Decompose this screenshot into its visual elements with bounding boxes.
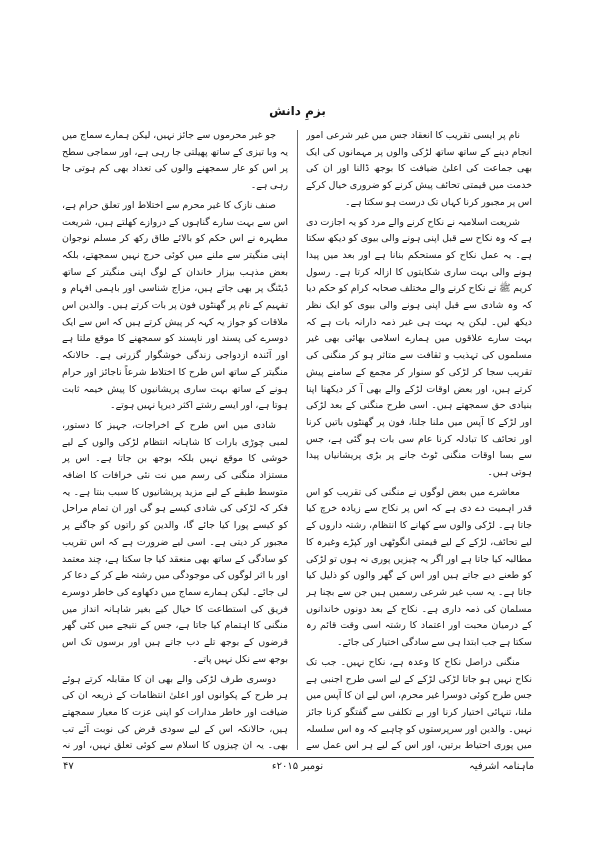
paragraph: دوسری طرف لڑکی والے بھی ان کا مقابلہ کرتے ہوئے ہر طرح کے پکوانوں اور اعلیٰ انتظامات کے ذریعہ ان کی ضیافت اور خاطر مدارات کو اپنی عزت کا معیار سمجھتے ہیں، حالانکہ اس کے لیے سودی قرض کی نوبت آئے تب بھی۔ یہ ان چیزوں کا اسلام سے کوئی تعلق نہیں، اور نہ <box>62 673 288 751</box>
section-title: بزمِ دانش <box>269 104 326 118</box>
text-column-right <box>306 128 532 751</box>
paragraph: معاشرے میں بعض لوگوں نے منگنی کی تقریب کو اس قدر اہمیت دے دی ہے کہ اس پر نکاح سے زیادہ خرچ کیا جاتا ہے۔ لڑکی والوں سے کھانے کا انتظام، رشتہ داروں کے لیے تحائف، لڑکے کے لیے قیمتی انگوٹھی اور کپڑے وغیرہ کا مطالبہ کیا جاتا ہے اور اگر یہ چیزیں پوری نہ ہوں تو لڑکی کو طعنے دیے جاتے ہیں اور اس کے گھر والوں کو ذلیل کیا جاتا ہے۔ یہ سب غیر شرعی رسمیں ہیں جن سے بچنا ہر مسلمان کی ذمہ داری ہے۔ نکاح کے بعد دونوں خاندانوں کے درمیان محبت اور اعتماد کا رشتہ اسی وقت قائم رہ سکتا ہے جب ابتدا ہی سے سادگی اختیار کی جائے۔ <box>306 486 532 649</box>
paragraph: منگنی دراصل نکاح کا وعدہ ہے، نکاح نہیں۔ جب تک نکاح نہیں ہو جاتا لڑکی لڑکے کے لیے اسی طرح اجنبی ہے جس طرح کوئی دوسرا غیر محرم، اس لیے ان کا آپس میں ملنا، تنہائی اختیار کرنا اور بے تکلفی سے گفتگو کرنا جائز نہیں۔ والدین اور سرپرستوں کو چاہیے کہ وہ اس سلسلہ میں پوری احتیاط برتیں، اور اس کے لیے ہر اس عمل سے <box>306 656 532 751</box>
issue-date: نومبر ۲۰۱۵ء <box>271 761 324 772</box>
footer-divider <box>62 757 534 758</box>
page-number: ۴۷ <box>63 761 74 772</box>
paragraph: شریعت اسلامیہ نے نکاح کرنے والے مرد کو یہ اجازت دی ہے کہ وہ نکاح سے قبل اپنی ہونے والی بیوی کو دیکھ سکتا ہے۔ یہ عمل نکاح کو مستحکم بنانا ہے اور بعد میں پیدا ہونے والی بہت ساری شکایتوں کا ازالہ کرتا ہے۔ رسول کریم ﷺ نے نکاح کرنے والے مختلف صحابہ کرام کو حکم دیا کہ وہ شادی سے قبل اپنی ہونے والی بیوی کو ایک نظر دیکھ لیں۔ لیکن یہ بہت ہی غیر ذمہ دارانہ بات ہے کہ بہت سارے علاقوں میں ہمارے اسلامی بھائی بھی غیر مسلموں کی تہذیب و ثقافت سے متاثر ہو کر منگنی کی تقریب سجا کر لڑکی کو سنوار کر مجمع کے سامنے پیش کرتے ہیں، اور بعض اوقات لڑکے والے بھی آ کر دیکھنا اپنا بنیادی حق سمجھتے ہیں۔ اسی طرح منگنی کے بعد لڑکی اور لڑکے کا آپس میں ملنا جلنا، فون پر گھنٹوں باتیں کرنا اور تحائف کا تبادلہ کرنا عام سی بات ہو گئی ہے، جس سے بسا اوقات منگنی ٹوٹ جانے پر بڑی پریشانیاں پیدا ہوتی ہیں۔ <box>306 216 532 479</box>
paragraph: نام پر ایسی تقریب کا انعقاد جس میں غیر شرعی امور انجام دینے کے ساتھ ساتھ لڑکی والوں پر مہمانوں کی ایک بھی جماعت کی اعلیٰ ضیافت کا بوجھ ڈالنا اور ان کی خدمت میں قیمتی تحائف پیش کرنے کو ضروری خیال کرکے اس پر مجبور کرنا کہاں تک درست ہو سکتا ہے۔ <box>306 130 532 208</box>
text-column-left <box>62 128 288 751</box>
paragraph: شادی میں اس طرح کے اخراجات، جہیز کا دستور، لمبی چوڑی بارات کا شاہانہ انتظام لڑکی والوں کے لیے خوشی کا موقع نہیں بلکہ بوجھ بن جاتا ہے۔ اس پر مستزاد منگنی کی رسم میں نت نئی خرافات کا اضافہ متوسط طبقے کے لیے مزید پریشانیوں کا سبب بنتا ہے۔ یہ فکر کہ لڑکی کی شادی کیسے ہو گی اور ان تمام مراحل کو کیسے پورا کیا جائے گا، والدین کو راتوں کو جاگنے پر مجبور کر دیتی ہے۔ اسی لیے ضرورت ہے کہ اس تقریب کو سادگی کے ساتھ بھی منعقد کیا جا سکتا ہے، چند معتمد اور با اثر لوگوں کی موجودگی میں رشتہ طے کر کے دعا کر لی جائے۔ لیکن ہمارے سماج میں دکھاوے کی خاطر دوسرے فریق کی استطاعت کا خیال کیے بغیر شاہانہ انداز میں منگنی کا اہتمام کیا جاتا ہے، جس کے نتیجے میں کئی گھر قرضوں کے بوجھ تلے دب جاتے ہیں اور برسوں تک اس بوجھ سے نکل نہیں پاتے۔ <box>62 419 288 665</box>
paragraph: صنف نازک کا غیر محرم سے اختلاط اور تعلق حرام ہے، اس سے بہت سارے گناہوں کے دروازے کھلتے ہیں، شریعت مطہرہ نے اس حکم کو بالائے طاق رکھ کر مسلم نوجوان اپنی منگیتر سے ملنے میں کوئی حرج نہیں سمجھتے، بلکہ بعض مذہب بیزار خاندان کے لوگ اپنی منگیتر کے ساتھ ڈیٹنگ پر بھی جاتے ہیں، مزاج شناسی اور باہمی افہام و تفہیم کے نام پر گھنٹوں فون پر بات کرتے ہیں۔ والدین اس ملاقات کو جواز یہ کہہ کر پیش کرتے ہیں کہ اس سے ایک دوسرے کی پسند اور ناپسند کو سمجھنے کا موقع ملتا ہے اور آئندہ ازدواجی زندگی خوشگوار گزرتی ہے۔ حالانکہ منگیتر کے ساتھ اس طرح کا اختلاط شرعاً ناجائز اور حرام ہونے کے ساتھ بہت ساری پریشانیوں کا پیش خیمہ ثابت ہوتا ہے، اور ایسے رشتے اکثر دیرپا نہیں ہوتے۔ <box>62 199 288 412</box>
column-divider <box>297 130 298 750</box>
magazine-name: ماہنامہ اشرفیہ <box>468 761 534 772</box>
paragraph: جو غیر محرموں سے جائز نہیں، لیکن ہمارے سماج میں یہ وبا تیزی کے ساتھ پھیلتی جا رہی ہے، اور سماجی سطح پر اس کو عار سمجھنے والوں کی تعداد بھی کم ہوتی جا رہی ہے۔ <box>62 130 288 192</box>
